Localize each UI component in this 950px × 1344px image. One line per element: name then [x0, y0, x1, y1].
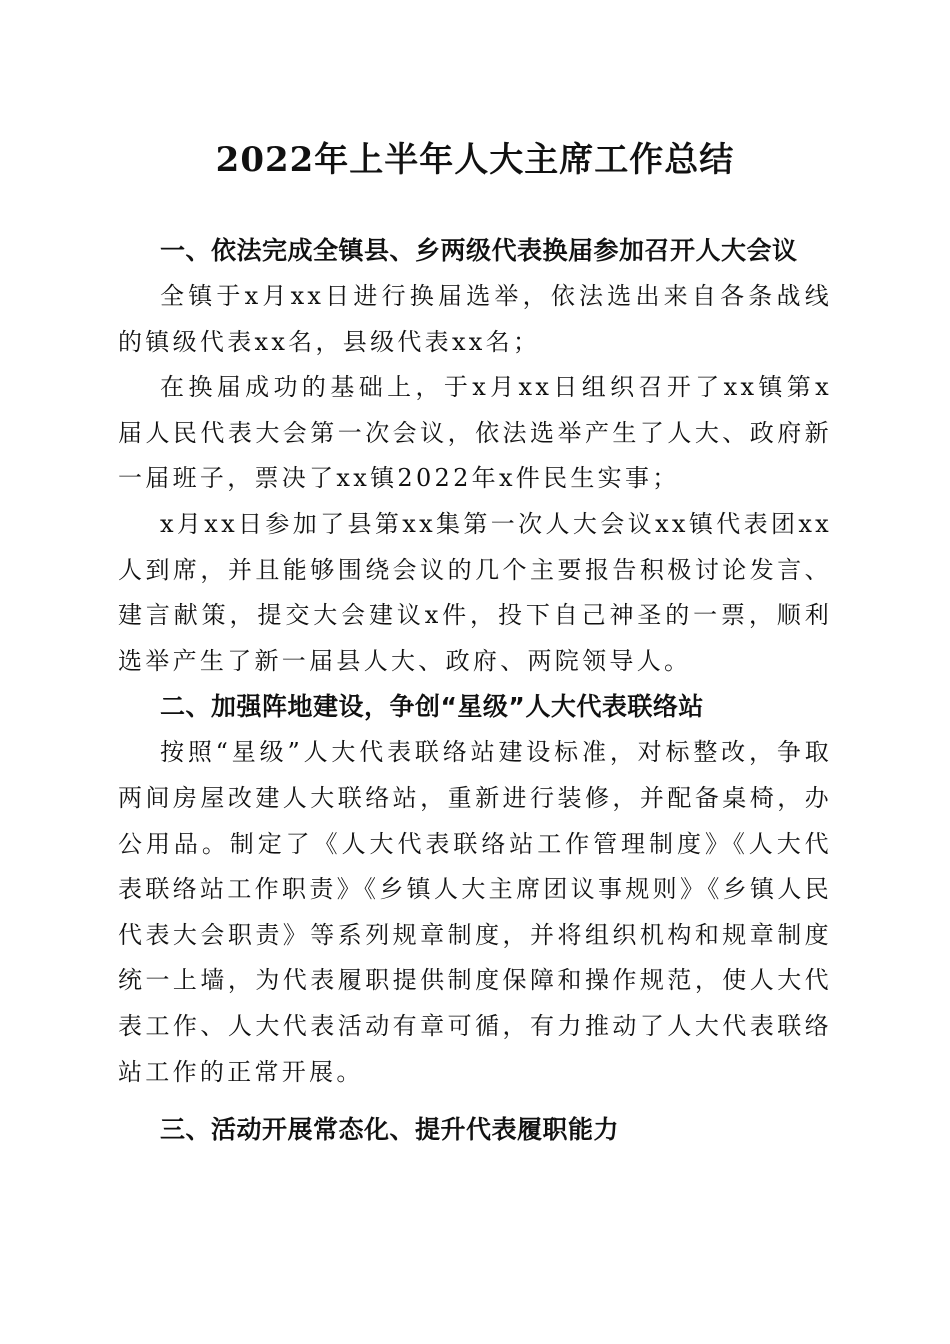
- document-title: 2022年上半年人大主席工作总结: [215, 140, 735, 180]
- section-spacer: [118, 1095, 832, 1107]
- section-heading: 一、依法完成全镇县、乡两级代表换届参加召开人大会议: [160, 236, 798, 265]
- section-3: [118, 1107, 832, 1153]
- section-paragraph: 全镇于x月xx日进行换届选举，依法选出来自各条战线的镇级代表xx名，县级代表xx名；: [118, 282, 832, 356]
- section-2: [118, 684, 832, 1095]
- section-paragraph: x月xx日参加了县第xx集第一次人大会议xx镇代表团xx人到席，并且能够围绕会议的几个主要报告积极讨论发言、建言献策，提交大会建议x件，投下自己神圣的一票，顺利选举产生了新一届县人大、政府、两院领导人。: [118, 509, 832, 675]
- section-1: [118, 228, 832, 684]
- section-heading: 三、活动开展常态化、提升代表履职能力: [160, 1115, 620, 1145]
- section-paragraph: 按照“星级”人大代表联络站建设标准，对标整改，争取两间房屋改建人大联络站，重新进行装修，并配备桌椅，办公用品。制定了《人大代表联络站工作管理制度》《人大代表联络站工作职责》《乡镇人大主席团议事规则》《乡镇人民代表大会职责》等系列规章制度，并将组织机构和规章制度统一上墙，为代表履职提供制度保障和操作规范，使人大代表工作、人大代表活动有章可循，有力推动了人大代表联络站工作的正常开展。: [118, 738, 832, 1086]
- document-body: [118, 228, 832, 1153]
- section-heading: 二、加强阵地建设，争创“星级”人大代表联络站: [160, 692, 704, 722]
- section-paragraph: 在换届成功的基础上，于x月xx日组织召开了xx镇第x届人民代表大会第一次会议，依法选举产生了人大、政府新一届班子，票决了xx镇2022年x件民生实事；: [118, 373, 832, 493]
